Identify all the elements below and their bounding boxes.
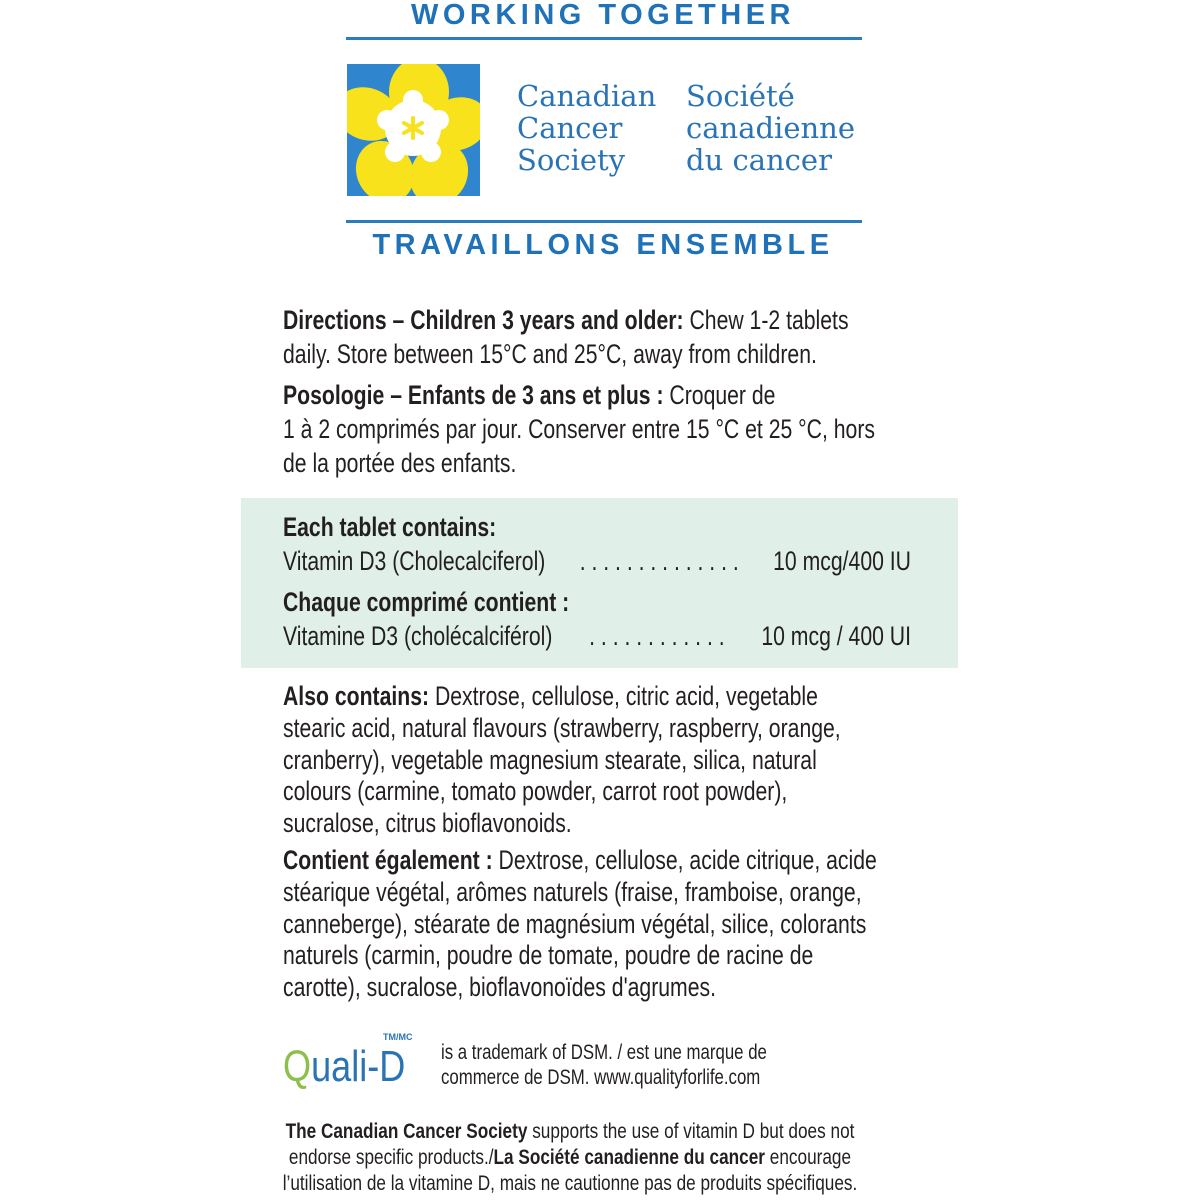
text-line: 1 à 2 comprimés par jour. Conserver entre 15 °C et 25 °C, hors [283,414,875,444]
org-name-line: canadienne [686,111,856,145]
org-name-line: Society [517,143,626,177]
text-line: Dextrose, cellulose, citric acid, vegetable [429,681,818,711]
text-line: carotte), sucralose, bioflavonoïdes d'agrumes. [283,972,716,1003]
org-name-line: Société [686,79,795,113]
text-line: stearic acid, natural flavours (strawberry, raspberry, orange, [283,712,841,743]
text-line: is a trademark of DSM. / est une marque de [441,1041,767,1064]
text-line: encourage [765,1145,852,1169]
org-name-english [517,80,656,176]
ingredient-amount: 10 mcg / 400 UI [761,621,911,651]
ccs-name-bold: The Canadian Cancer Society [285,1119,528,1143]
tagline-travaillons-ensemble: TRAVAILLONS ENSEMBLE [372,229,834,261]
non-medicinal-ingredients [283,681,877,1004]
text-line: canneberge), stéarate de magnésium végétal, silice, colorants [283,908,867,939]
org-name-french [686,80,855,176]
ingredients-fr-heading: Chaque comprimé contient : [283,587,570,617]
medicinal-ingredients [283,510,911,653]
org-name-line: Cancer [517,111,623,145]
text-line: stéarique végétal, arômes naturels (fraise, framboise, orange, [283,876,862,907]
directions-fr-heading: Posologie – Enfants de 3 ans et plus : [283,380,664,410]
trademark-notice [441,1040,767,1090]
leader-dots: . . . . . . . . . . . . . . [579,546,739,576]
scc-name-bold: La Société canadienne du cancer [493,1145,765,1169]
divider-top [346,37,862,40]
leader-dots: . . . . . . . . . . . . [589,621,725,651]
text-line: naturels (carmin, poudre de tomate, poudre de racine de [283,940,814,971]
text-line: de la portée des enfants. [283,448,517,478]
directions-section [283,303,875,480]
trademark-mark: TM/MC [383,1032,413,1042]
text-line: l’utilisation de la vitamine D, mais ne cautionne pas de produits spécifiques. [282,1171,858,1195]
also-contains-heading: Also contains: [283,681,430,711]
tagline-working-together: WORKING TOGETHER [410,0,796,31]
text-line: cranberry), vegetable magnesium stearate, silica, natural [283,744,817,775]
directions-en-heading: Directions – Children 3 years and older: [283,305,684,335]
text-line: endorse specific products./ [288,1145,494,1169]
org-name-line: Canadian [517,79,657,113]
text-line: daily. Store between 15°C and 25°C, away from children. [283,339,817,369]
endorsement-disclaimer [0,1118,1200,1196]
text-line: colours (carmine, tomato powder, carrot root powder), [283,776,788,807]
quali-d-wordmark: uali-D [311,1042,406,1091]
text-line: sucralose, citrus bioflavonoids. [283,808,572,839]
text-line: Dextrose, cellulose, acide citrique, acide [492,844,877,875]
org-name-line: du cancer [686,143,832,177]
text-line: Croquer de [663,380,776,410]
ingredient-name: Vitamine D3 (cholécalciférol) [283,621,553,651]
daffodil-logo-icon [347,64,480,196]
text-line: commerce de DSM. www.qualityforlife.com [441,1066,761,1089]
ingredient-name: Vitamin D3 (Cholecalciferol) [283,546,546,576]
contient-heading: Contient également : [283,844,493,875]
ingredients-en-heading: Each tablet contains: [283,512,497,542]
text-line: Chew 1-2 tablets [683,305,849,335]
ingredient-amount: 10 mcg/400 IU [773,546,911,576]
text-line: supports the use of vitamin D but does not [527,1119,855,1143]
divider-bottom [346,220,862,223]
